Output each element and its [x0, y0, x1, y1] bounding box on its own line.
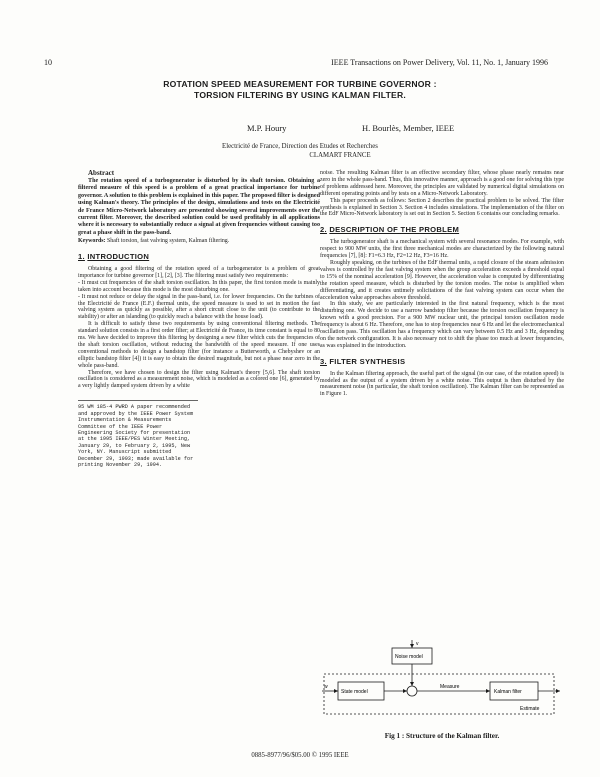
title-line-2: TORSION FILTERING BY USING KALMAN FILTER. — [194, 90, 406, 100]
synthesis-paragraph: In the Kalman filtering approach, the useful part of the signal (in our case, of the rotation speed) is modeled as the output of a system driven by a white noise. This output is then disturbed by the measurement noise (in particular, the shaft torsion oscillation). The Kalman filter can be represented as in Figure 1. — [320, 370, 564, 398]
problem-paragraph: The turbogenerator shaft is a mechanical system with several resonance modes. For example, with respect to 900 MW units, the first three mechanical modes are characterized by the following natural frequencies [7], [8]: F1=6.3 Hz, F2=12 Hz, F3=16 Hz. — [320, 239, 564, 260]
journal-header: IEEE Transactions on Power Delivery, Vol. 11, No. 1, January 1996 — [331, 58, 548, 67]
label-kalman-filter: Kalman filter — [494, 689, 522, 695]
footnote: 95 WM 185-4 PWRD A paper recommended and approved by the IEEE Power System Instrumentation & Measurements Committee of the IEEE Power Engineering Society for presentation at the 1995 IEEE/PES Winter Meeting, January 29, to February 2, 1995, New York, NY. Manuscript submitted December 29, 1993; made available for printing November 29, 1994. — [78, 400, 198, 468]
keywords-text: Shaft torsion, fast valving system, Kalman filtering. — [106, 238, 230, 245]
body-paragraph: This paper proceeds as follows: Section 2 describes the practical problem to be solved. The filter synthesis is explained in Section 3. Section 4 includes simulations. The implementation of the filter on the EdF Micro-Network laboratory is set out in Section 5. Section 6 contains our concluding remarks. — [320, 197, 564, 218]
intro-bullet: - It must not reduce or delay the signal in the pass-band, i.e. for lower frequencies. On the turbines of the Electricité de France (E.F.) thermal units, the speed measure is used to set in motion the fast valving system as quickly as possible, after a short circuit close to the unit (to contribute to the stability) or after an islanding (to quickly reach a balance with the house load). — [78, 293, 320, 321]
problem-paragraph: Roughly speaking, on the turbines of the EdF thermal units, a rapid closure of the steam admission valves is controlled by the fast valving system when the group acceleration exceeds a threshold equal to 15% of the nominal acceleration [9]. However, the acceleration value is computed by differentiating the rotation speed measure, which is disturbed by the torsion modes. The noise is amplified when differentiating, and it creates untimely solicitations of the fast valving system can occur when the acceleration value approaches above threshold. — [320, 259, 564, 301]
label-state-model: State model — [341, 689, 368, 695]
body-paragraph: noise. The resulting Kalman filter is an effective secondary filter, whose phase nearly remains near zero in the whole pass-band. Thus, this innovative manner, approach is a good one for solving this type of problems addressed here. Moreover, the principles are validated by numerical digital simulations on different operating points and by tests on a Micro-Network Laboratory. — [320, 170, 564, 197]
intro-bullet: - It must cut frequencies of the shaft torsion oscillation. In this paper, the first torsion mode is mainly taken into account because this mode is the most disturbing one. — [78, 279, 320, 293]
affiliation-line-2: CLAMART FRANCE — [309, 152, 371, 159]
intro-paragraph: It is difficult to satisfy these two requirements by using conventional filtering methods. The standard solution consists in a first order filter; at Electricité de France, its time constant is equal to 80 ms. We have decided to improve this filtering by designing a new filter which cuts the frequencies of the shaft torsion oscillation, without reducing the bandwidth of the speed measure. If one uses conventional methods to design a bandstop filter (for instance a Butterworth, a Chebyshev or an elliptic bandstop filter [4]) it is easy to obtain the desired magnitude, but not a phase near zero in the whole pass-band. — [78, 321, 320, 369]
section-heading-intro — [78, 254, 320, 261]
arrowhead — [403, 689, 407, 693]
section-title: INTRODUCTION — [87, 252, 150, 262]
right-column — [320, 170, 564, 398]
label-measure: Measure — [440, 684, 460, 690]
block-diagram — [320, 638, 564, 730]
section-number: 3. — [320, 356, 327, 366]
label-w: w — [324, 684, 328, 690]
summing-junction — [407, 686, 417, 696]
arrowhead — [556, 689, 560, 693]
paper-title — [0, 79, 600, 101]
page-number: 10 — [44, 58, 52, 67]
kalman-filter-figure — [320, 638, 564, 730]
keywords — [78, 238, 320, 245]
section-number: 2. — [320, 225, 327, 235]
title-line-1: ROTATION SPEED MEASUREMENT FOR TURBINE GOVERNOR : — [163, 79, 437, 89]
label-estimate: Estimate — [520, 706, 540, 712]
section-heading-problem — [320, 227, 564, 234]
arrowhead — [486, 689, 490, 693]
section-title: FILTER SYNTHESIS — [329, 356, 406, 366]
arrowhead — [334, 689, 338, 693]
section-number: 1. — [78, 252, 85, 262]
figure-caption: Fig 1 : Structure of the Kalman filter. — [384, 732, 500, 740]
keywords-label: Keywords: — [78, 238, 106, 245]
copyright-line: 0885-8977/96/$05.00 © 1995 IEEE — [251, 752, 349, 759]
author-first: M.P. Houry — [247, 123, 287, 133]
abstract-heading: Abstract — [88, 169, 115, 177]
author-second: H. Bourlès, Member, IEEE — [362, 123, 455, 133]
arrowhead — [410, 682, 414, 686]
label-noise-model: Noise model — [395, 654, 423, 660]
affiliation-line-1: Electricité de France, Direction des Etudes et Recherches — [222, 143, 378, 150]
section-heading-synthesis — [320, 356, 564, 366]
arrowhead — [410, 644, 414, 648]
section-title: DESCRIPTION OF THE PROBLEM — [329, 225, 460, 235]
problem-paragraph: In this study, we are particularly interested in the first natural frequency, which is the most disturbing one. We decide to use a narrow bandstop filter because the torsion oscillation frequency is known with a good precision. For a 900 MW nuclear unit, the principal torsion oscillation mode frequency is about 6 Hz. Therefore, one has to stop frequencies near 6 Hz and let the electromechanical oscillation pass. This oscillation has a frequency which can vary between 0.5 Hz and 3 Hz, depending on the network configuration. It is also necessary not to shift the phase too much at lower frequencies, as was explained in the introduction. — [320, 301, 564, 349]
affiliation — [0, 142, 600, 160]
left-column — [78, 170, 320, 468]
intro-paragraph: Obtaining a good filtering of the rotation speed of a turbogenerator is a problem of great importance for turbine governor [1], [2], [3]. The filtering must satisfy two requirements: — [78, 265, 320, 279]
label-v: v — [416, 641, 419, 647]
abstract-body: The rotation speed of a turbogenerator is disturbed by its shaft torsion. Obtaining a filtered measure of this speed is a problem of a great practical importance for turbine governor. A solution to this problem is explained in this paper. The proposed filter is designed using Kalman's theory. The principles of the design, simulations and tests on the Electricité de France Micro-Network laboratory are presented showing several improvements over the current filter. Moreover, the described solution could be used profitably in all applications where it is necessary to substantially reduce a signal at given frequencies without causing too great a phase shift in the pass-band. — [78, 177, 320, 236]
intro-paragraph: Therefore, we have chosen to design the filter using Kalman's theory [5,6]. The shaft torsion oscillation is considered as a measurement noise, which is modeled as a colored one [6], generated by a very lightly damped system driven by a white — [78, 369, 320, 390]
